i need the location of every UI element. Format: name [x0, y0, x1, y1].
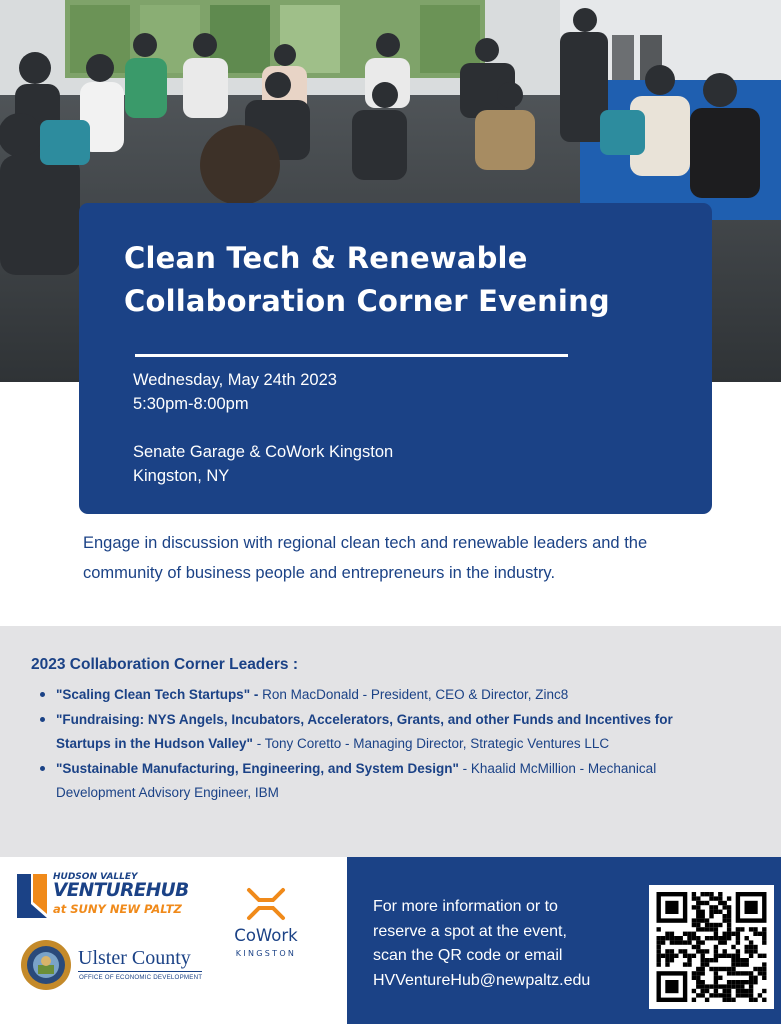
- contact-email[interactable]: HVVentureHub@newpaltz.edu: [373, 971, 591, 989]
- title-divider: [135, 354, 568, 357]
- leader-topic: "Fundraising: NYS Angels, Incubators, Accelerators, Grants, and other Funds and Incentives for Startups in the Hudson Valley": [56, 711, 673, 751]
- contact-panel: [347, 857, 781, 1024]
- event-title-line1: Clean Tech & Renewable: [124, 241, 528, 275]
- leader-item: [38, 683, 728, 708]
- cta-line: scan the QR code or email: [373, 947, 563, 964]
- event-details: [133, 368, 393, 488]
- leader-item: [38, 757, 728, 806]
- cta-line: reserve a spot at the event,: [373, 922, 567, 940]
- leader-person: - Tony Coretto - Managing Director, Strategic Ventures LLC: [252, 736, 610, 751]
- event-title-line2: Collaboration Corner Evening: [124, 284, 610, 318]
- qr-code-icon: [656, 892, 767, 1002]
- event-city: Kingston, NY: [133, 467, 230, 485]
- venturehub-logo: [17, 872, 197, 932]
- ulster-county-logo: [20, 939, 220, 995]
- cowork-sub: KINGSTON: [235, 949, 297, 958]
- ulster-sub: OFFICE OF ECONOMIC DEVELOPMENT: [79, 974, 203, 981]
- event-date: Wednesday, May 24th 2023: [133, 371, 337, 389]
- cowork-name: CoWork: [234, 926, 298, 945]
- event-title-card: [79, 203, 712, 514]
- contact-text: [373, 895, 643, 993]
- cowork-logo-icon: [245, 887, 287, 921]
- event-intro: Engage in discussion with regional clean tech and renewable leaders and the community of business people and entrepreneurs in the industry.: [83, 534, 648, 582]
- qr-code[interactable]: [649, 885, 774, 1009]
- leaders-section: [0, 626, 781, 857]
- leader-topic: "Sustainable Manufacturing, Engineering, and System Design": [56, 760, 459, 776]
- event-title: [124, 237, 694, 323]
- venturehub-line2: VENTUREHUB: [53, 880, 189, 901]
- leader-person: Ron MacDonald - President, CEO & Director, Zinc8: [258, 687, 569, 702]
- event-time: 5:30pm-8:00pm: [133, 395, 249, 413]
- ulster-divider: [78, 971, 202, 972]
- venturehub-logo-icon: [17, 874, 49, 918]
- leader-person: - Khaalid McMillion - Mechanical Development Advisory Engineer, IBM: [56, 760, 657, 800]
- venturehub-line1: HUDSON VALLEY: [53, 872, 138, 882]
- sponsor-logos: [0, 857, 347, 1024]
- ulster-name: Ulster County: [78, 947, 191, 969]
- leader-item: [38, 708, 728, 757]
- leaders-heading: 2023 Collaboration Corner Leaders :: [31, 656, 299, 673]
- cowork-logo: [222, 887, 310, 967]
- leaders-list: [38, 683, 728, 806]
- venturehub-line3: at SUNY NEW PALTZ: [53, 902, 182, 916]
- cta-line: For more information or to: [373, 898, 558, 915]
- event-venue: Senate Garage & CoWork Kingston: [133, 443, 394, 461]
- county-seal-icon: [20, 939, 72, 991]
- leader-topic: "Scaling Clean Tech Startups" -: [56, 687, 259, 702]
